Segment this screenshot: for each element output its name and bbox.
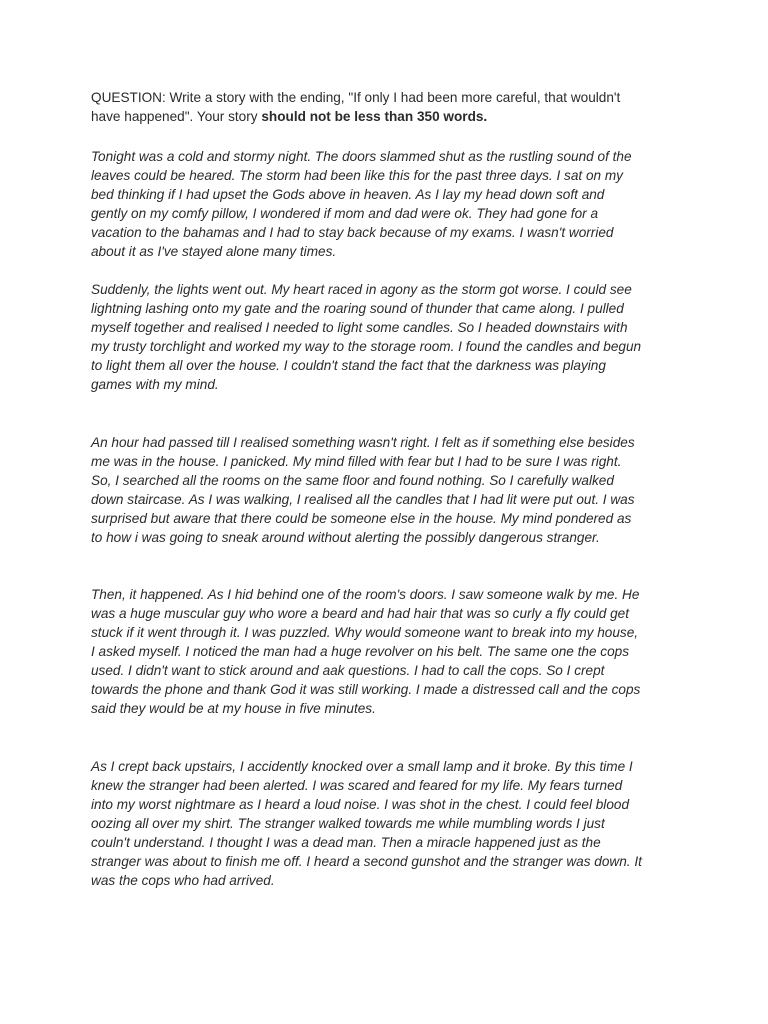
story-paragraph-2: Suddenly, the lights went out. My heart raced in agony as the storm got worse. I could see lightning lashing onto my gate and the roaring sound of thunder that came along. I pulled myself together and realised I needed to light some candles. So I headed downstairs with my trusty torchlight and worked my way to the storage room. I found the candles and begun to light them all over the house. I couldn't stand the fact that the darkness was playing games with my mind. (91, 282, 642, 392)
word-requirement: should not be less than 350 words. (261, 109, 488, 124)
story-paragraph-5: As I crept back upstairs, I accidently knocked over a small lamp and it broke. By this time I knew the stranger had been alerted. I was scared and feared for my life. My fears turned into my worst nightmare as I heard a loud noise. I was shot in the chest. I could feel blood oozing all over my shirt. The stranger walked towards me while mumbling words I just couln't understand. I thought I was a dead man. Then a miracle happened just as the stranger was about to finish me off. I heard a second gunshot and the stranger was down. It was the cops who had arrived. (91, 759, 642, 888)
story-paragraph-3: An hour had passed till I realised something wasn't right. I felt as if something else besides me was in the house. I panicked. My mind filled with fear but I had to be sure I was right. So, I searched all the rooms on the same floor and found nothing. So I carefully walked down staircase. As I was walking, I realised all the candles that I had lit were put out. I was surprised but aware that there could be someone else in the house. My mind pondered as to how i was going to sneak around without alerting the possibly dangerous stranger. (91, 435, 635, 545)
question-prompt (91, 88, 691, 126)
question-text: QUESTION: Write a story with the ending, "If only I had been more careful, that wouldn't have happened". Your story (91, 90, 621, 124)
story-paragraph-1: Tonight was a cold and stormy night. The doors slammed shut as the rustling sound of the leaves could be heared. The storm had been like this for the past three days. I sat on my bed thinking if I had upset the Gods above in heaven. As I lay my head down soft and gently on my comfy pillow, I wondered if mom and dad were ok. They had gone for a vacation to the bahamas and I had to stay back because of my exams. I wasn't worried about it as I've stayed alone many times. (91, 149, 632, 259)
story-paragraph-4: Then, it happened. As I hid behind one of the room's doors. I saw someone walk by me. He was a huge muscular guy who wore a beard and had hair that was so curly a fly could get stuck if it went through it. I was puzzled. Why would someone want to break into my house, I asked myself. I noticed the man had a huge revolver on his belt. The same one the cops used. I didn't want to stick around and aak questions. I had to call the cops. So I crept towards the phone and thank God it was still working. I made a distressed call and the cops said they would be at my house in five minutes. (91, 587, 641, 716)
